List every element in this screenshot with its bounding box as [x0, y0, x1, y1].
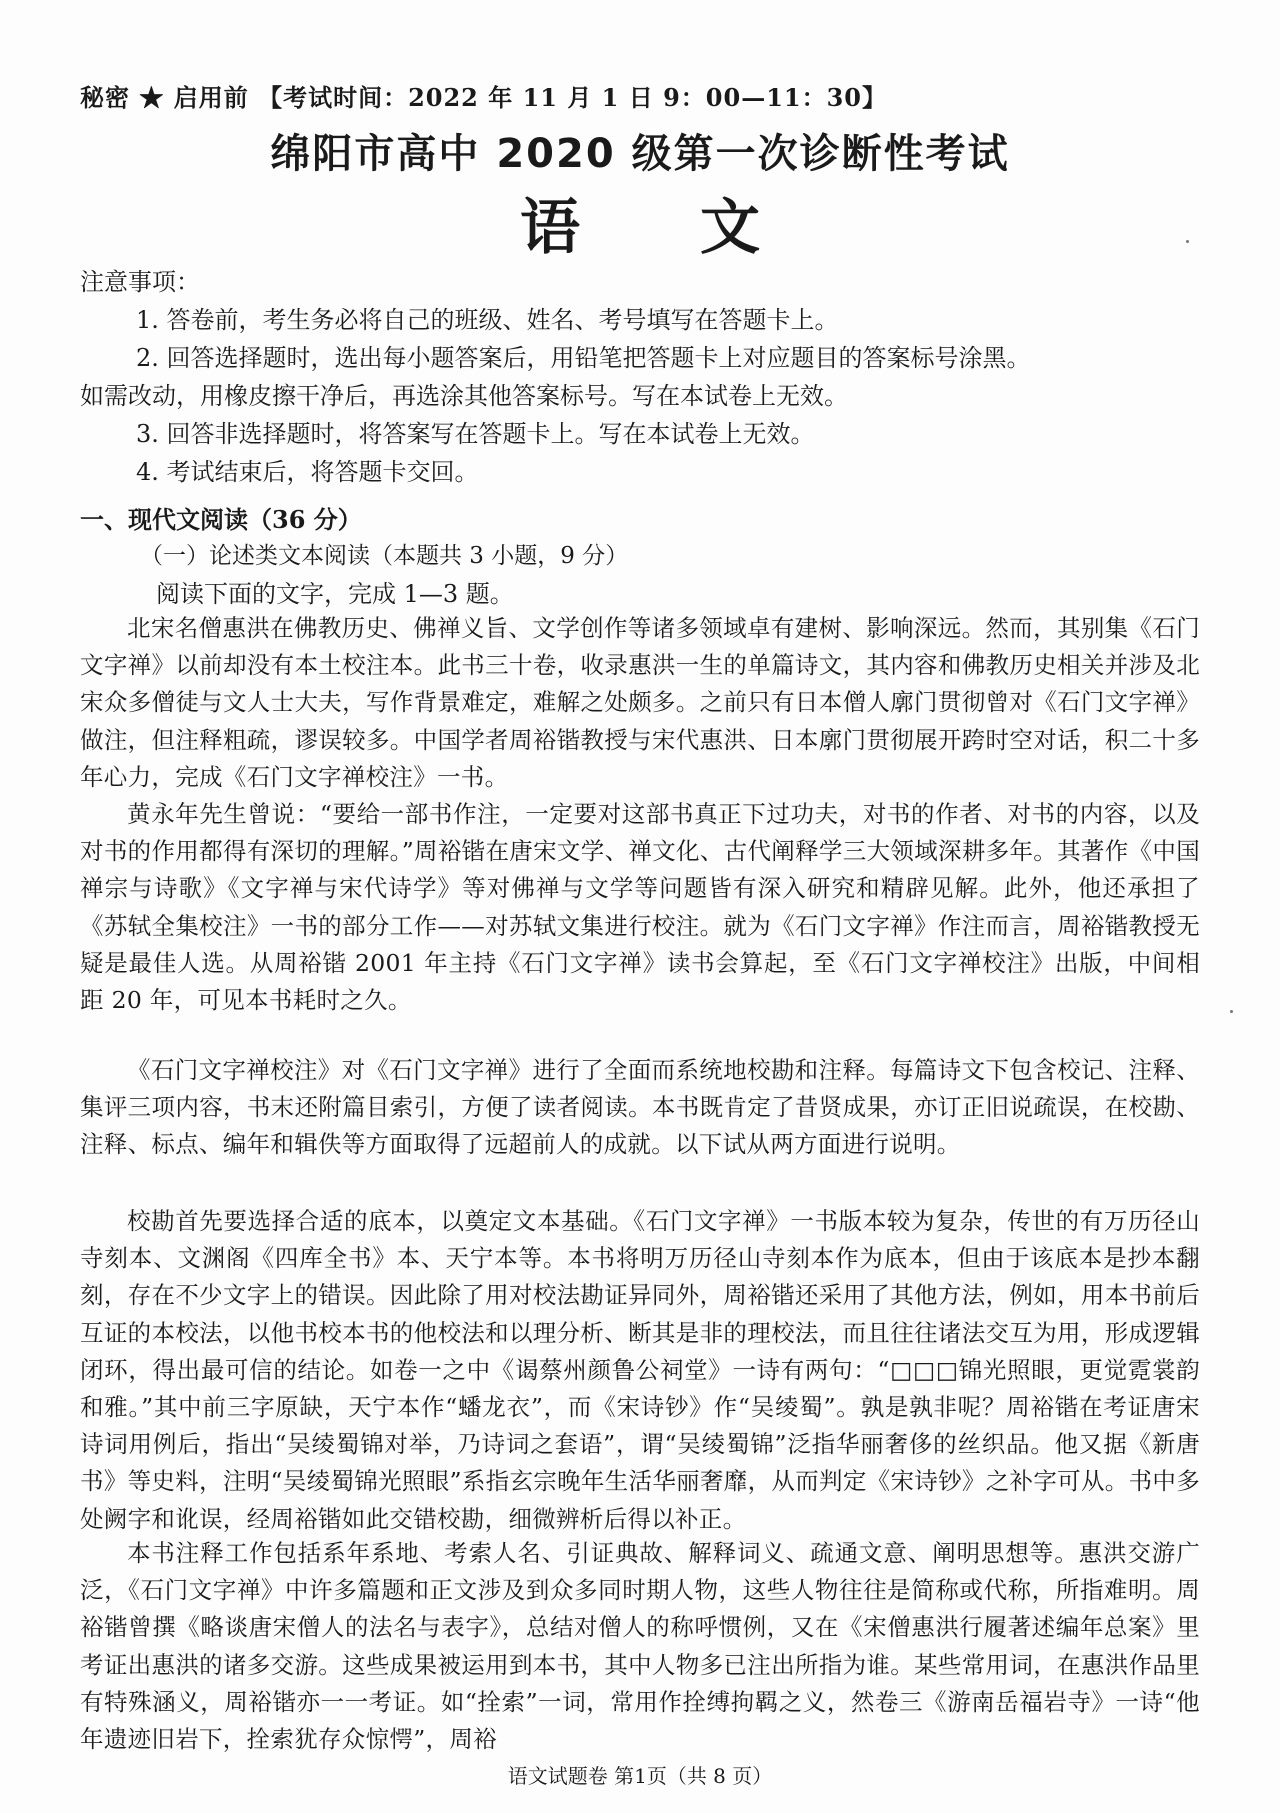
- reading-instruction: 阅读下面的文字，完成 1—3 题。: [156, 580, 514, 608]
- notes-heading: 注意事项：: [80, 268, 200, 296]
- passage-paragraph: 北宋名僧惠洪在佛教历史、佛禅义旨、文学创作等诸多领域卓有建树、影响深远。然而，其别集《石门文字禅》以前却没有本土校注本。此书三十卷，收录惠洪一生的单篇诗文，其内容和佛教历史相关并涉及北宋众多僧徒与文人士大夫，写作背景难定，难解之处颇多。之前只有日本僧人廓门贯彻曾对《石门文字禅》做注，但注释粗疏，谬误较多。中国学者周裕锴教授与宋代惠洪、日本廓门贯彻展开跨时空对话，积二十多年心力，完成《石门文字禅校注》一书。: [80, 614, 1200, 791]
- passage-paragraph: 校勘首先要选择合适的底本，以奠定文本基础。《石门文字禅》一书版本较为复杂，传世的有万历径山寺刻本、文渊阁《四库全书》本、天宁本等。本书将明万历径山寺刻本作为底本，但由于该底本是抄本翻刻，存在不少文字上的错误。因此除了用对校法勘证异同外，周裕锴还采用了其他方法，例如，用本书前后互证的本校法，以他书校本书的他校法和以理分析、断其是非的理校法，而且往往诸法交互为用，形成逻辑闭环，得出最可信的结论。如卷一之中《谒蔡州颜鲁公祠堂》一诗有两句：“□□□锦光照眼，更觉霓裳韵和雅。”其中前三字原缺，天宁本作“蟠龙衣”，而《宋诗钞》作“吴绫蜀”。孰是孰非呢？周裕锴在考证唐宋诗词用例后，指出“吴绫蜀锦对举，乃诗词之套语”，谓“吴绫蜀锦”泛指华丽奢侈的丝织品。他又据《新唐书》等史料，注明“吴绫蜀锦光照眼”系指玄宗晚年生活华丽奢靡，从而判定《宋诗钞》之补字可从。书中多处阙字和讹误，经周裕锴如此交错校勘，细微辨析后得以补正。: [80, 1207, 1200, 1533]
- scan-speck: [1186, 240, 1189, 243]
- section-heading: 一、现代文阅读（36 分）: [80, 505, 362, 534]
- sub-section-heading: （一）论述类文本阅读（本题共 3 小题，9 分）: [140, 543, 629, 569]
- subject-char-right: 文: [700, 193, 760, 263]
- note-item: 2. 回答选择题时，选出每小题答案后，用铅笔把答题卡上对应题目的答案标号涂黑。: [136, 344, 1031, 372]
- subject-title: [0, 180, 1280, 266]
- passage-paragraph: 黄永年先生曾说：“要给一部书作注，一定要对这部书真正下过功夫，对书的作者、对书的内容，以及对书的作用都得有深切的理解。”周裕锴在唐宋文学、禅文化、古代阐释学三大领域深耕多年。其著作《中国禅宗与诗歌》《文字禅与宋代诗学》等对佛禅与文学等问题皆有深入研究和精辟见解。此外，他还承担了《苏轼全集校注》一书的部分工作——对苏轼文集进行校注。就为《石门文字禅》作注而言，周裕锴教授无疑是最佳人选。从周裕锴 2001 年主持《石门文字禅》读书会算起，至《石门文字禅校注》出版，中间相距 20 年，可见本书耗时之久。: [80, 800, 1200, 1015]
- exam-title: 绵阳市高中 2020 级第一次诊断性考试: [270, 131, 1010, 177]
- confidential-header: 秘密 ★ 启用前 【考试时间：2022 年 11 月 1 日 9：00—11：30】: [80, 83, 887, 112]
- note-item: 4. 考试结束后，将答题卡交回。: [136, 458, 479, 486]
- note-item: 3. 回答非选择题时，将答案写在答题卡上。写在本试卷上无效。: [136, 420, 815, 448]
- scan-speck: [1230, 1010, 1233, 1013]
- subject-char-left: 语: [520, 193, 580, 263]
- note-item: 如需改动，用橡皮擦干净后，再选涂其他答案标号。写在本试卷上无效。: [80, 382, 848, 410]
- page-footer: 语文试题卷 第1页（共 8 页）: [507, 1764, 773, 1788]
- note-item: 1. 答卷前，考生务必将自己的班级、姓名、考号填写在答题卡上。: [136, 306, 839, 334]
- passage-paragraph: 《石门文字禅校注》对《石门文字禅》进行了全面而系统地校勘和注释。每篇诗文下包含校记、注释、集评三项内容，书末还附篇目索引，方便了读者阅读。本书既肯定了昔贤成果，亦订正旧说疏误，在校勘、注释、标点、编年和辑佚等方面取得了远超前人的成就。以下试从两方面进行说明。: [80, 1056, 1200, 1159]
- passage-paragraph: 本书注释工作包括系年系地、考索人名、引证典故、解释词义、疏通文意、阐明思想等。惠洪交游广泛，《石门文字禅》中许多篇题和正文涉及到众多同时期人物，这些人物往往是简称或代称，所指难明。周裕锴曾撰《略谈唐宋僧人的法名与表字》，总结对僧人的称呼惯例，又在《宋僧惠洪行履著述编年总案》里考证出惠洪的诸多交游。这些成果被运用到本书，其中人物多已注出所指为谁。某些常用词，在惠洪作品里有特殊涵义，周裕锴亦一一考证。如“拴索”一词，常用作拴缚拘羁之义，然卷三《游南岳福岩寺》一诗“他年遗迹旧岩下，拴索犹存众惊愕”，周裕: [80, 1539, 1200, 1754]
